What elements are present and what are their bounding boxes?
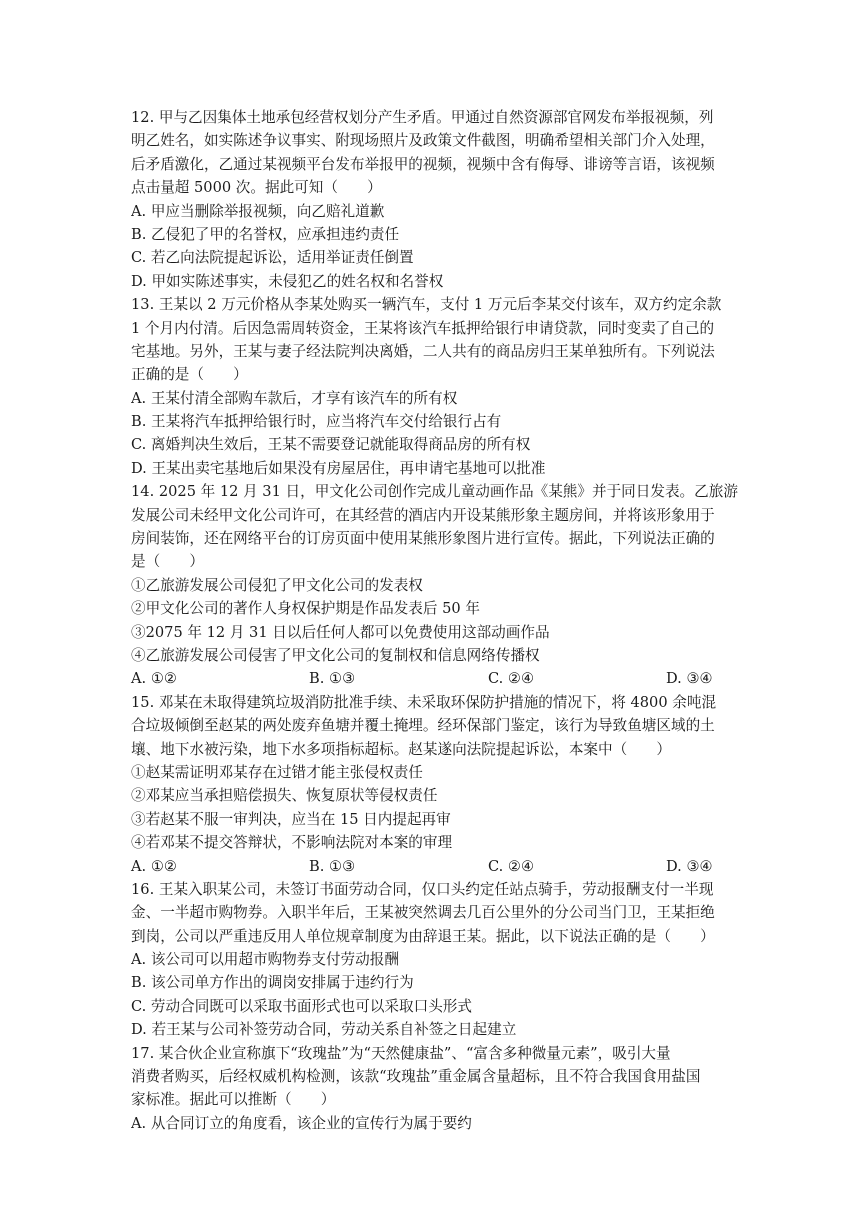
choice-c: C. ②④ — [488, 670, 535, 688]
question-stem-line: 14. 2025 年 12 月 31 日，甲文化公司创作完成儿童动画作品《某熊》并于同日发表。乙旅游 — [131, 483, 738, 501]
statement-2: ②邓某应当承担赔偿损失、恢复原状等侵权责任 — [131, 787, 438, 805]
question-list — [131, 106, 741, 1135]
statement-3: ③若赵某不服一审判决，应当在 15 日内提起再审 — [131, 810, 451, 828]
question-14 — [131, 480, 741, 691]
question-stem-line: 明乙姓名，如实陈述争议事实、附现场照片及政策文件截图，明确希望相关部门介入处理， — [131, 132, 715, 150]
option-a: A. 从合同订立的角度看，该企业的宣传行为属于要约 — [131, 1114, 472, 1132]
question-stem-line: 后矛盾激化，乙通过某视频平台发布举报甲的视频，视频中含有侮辱、诽谤等言语，该视频 — [131, 155, 715, 173]
option-c: C. 离婚判决生效后，王某不需要登记就能取得商品房的所有权 — [131, 436, 531, 454]
option-b: B. 该公司单方作出的调岗安排属于违约行为 — [131, 974, 414, 992]
option-b: B. 乙侵犯了甲的名誉权，应承担违约责任 — [131, 225, 400, 243]
option-b: B. 王某将汽车抵押给银行时，应当将汽车交付给银行占有 — [131, 413, 502, 431]
question-stem-line: 13. 王某以 2 万元价格从李某处购买一辆汽车，支付 1 万元后李某交付该车，双方约定余款 — [131, 296, 722, 314]
option-c: C. 若乙向法院提起诉讼，适用举证责任倒置 — [131, 249, 414, 267]
option-d: D. 甲如实陈述事实，未侵犯乙的姓名权和名誉权 — [131, 272, 444, 290]
option-c: C. 劳动合同既可以采取书面形式也可以采取口头形式 — [131, 997, 472, 1015]
statement-4: ④乙旅游发展公司侵害了甲文化公司的复制权和信息网络传播权 — [131, 646, 540, 664]
choice-a: A. ①② — [131, 857, 177, 875]
question-stem-line: 金、一半超市购物券。入职半年后，王某被突然调去几百公里外的分公司当门卫，王某拒绝 — [131, 904, 715, 922]
question-stem-line: 合垃圾倾倒至赵某的两处废弃鱼塘并覆土掩埋。经环保部门鉴定，该行为导致鱼塘区域的土 — [131, 717, 715, 735]
choice-row — [131, 667, 741, 690]
choice-row — [131, 855, 741, 878]
question-15 — [131, 691, 741, 878]
question-12 — [131, 106, 741, 293]
question-stem-line: 12. 甲与乙因集体土地承包经营权划分产生矛盾。甲通过自然资源部官网发布举报视频，列 — [131, 109, 714, 126]
question-stem-line: 1 个月内付清。后因急需周转资金，王某将该汽车抵押给银行申请贷款，同时变卖了自己的 — [131, 319, 715, 337]
question-16 — [131, 878, 741, 1042]
statement-3: ③2075 年 12 月 31 日以后任何人都可以免费使用这部动画作品 — [131, 623, 550, 641]
choice-d: D. ③④ — [666, 857, 713, 875]
statement-1: ①赵某需证明邓某存在过错才能主张侵权责任 — [131, 763, 423, 781]
question-stem-line: 宅基地。另外，王某与妻子经法院判决离婚，二人共有的商品房归王某单独所有。下列说法 — [131, 342, 715, 360]
question-stem-line: 发展公司未经甲文化公司许可，在其经营的酒店内开设某熊形象主题房间，并将该形象用于 — [131, 506, 715, 524]
choice-c: C. ②④ — [488, 857, 535, 875]
question-stem-line: 到岗，公司以严重违反用人单位规章制度为由辞退王某。据此，以下说法正确的是（ ） — [131, 927, 715, 945]
option-d: D. 若王某与公司补签劳动合同，劳动关系自补签之日起建立 — [131, 1021, 517, 1039]
choice-b: B. ①③ — [309, 670, 356, 688]
question-stem-line: 是（ ） — [131, 553, 204, 571]
question-stem-line: 15. 邓某在未取得建筑垃圾消防批准手续、未采取环保防护措施的情况下，将 4800 余吨混 — [131, 693, 717, 711]
statement-4: ④若邓某不提交答辩状，不影响法院对本案的审理 — [131, 834, 453, 852]
question-stem-line: 17. 某合伙企业宣称旗下“玫瑰盐”为“天然健康盐”、“富含多种微量元素”，吸引大量 — [131, 1044, 671, 1062]
question-stem-line: 消费者购买，后经权威机构检测，该款“玫瑰盐”重金属含量超标，且不符合我国食用盐国 — [131, 1068, 701, 1086]
question-stem-line: 16. 王某入职某公司，未签订书面劳动合同，仅口头约定任站点骑手，劳动报酬支付一半现 — [131, 880, 714, 898]
option-a: A. 王某付清全部购车款后，才享有该汽车的所有权 — [131, 389, 458, 407]
question-stem-line: 壤、地下水被污染，地下水多项指标超标。赵某遂向法院提起诉讼，本案中（ ） — [131, 740, 671, 758]
option-d: D. 王某出卖宅基地后如果没有房屋居住，再申请宅基地可以批准 — [131, 459, 546, 477]
choice-a: A. ①② — [131, 670, 177, 688]
question-13 — [131, 293, 741, 480]
option-a: A. 该公司可以用超市购物券支付劳动报酬 — [131, 951, 399, 969]
choice-d: D. ③④ — [666, 670, 713, 688]
statement-2: ②甲文化公司的著作人身权保护期是作品发表后 50 年 — [131, 600, 480, 618]
statement-1: ①乙旅游发展公司侵犯了甲文化公司的发表权 — [131, 576, 423, 594]
option-a: A. 甲应当删除举报视频，向乙赔礼道歉 — [131, 202, 385, 220]
question-stem-line: 家标准。据此可以推断（ ） — [131, 1091, 336, 1109]
question-stem-line: 点击量超 5000 次。据此可知（ ） — [131, 179, 382, 197]
question-17 — [131, 1042, 741, 1136]
question-stem-line: 正确的是（ ） — [131, 366, 248, 384]
question-stem-line: 房间装饰，还在网络平台的订房页面中使用某熊形象图片进行宣传。据此，下列说法正确的 — [131, 530, 715, 548]
choice-b: B. ①③ — [309, 857, 356, 875]
